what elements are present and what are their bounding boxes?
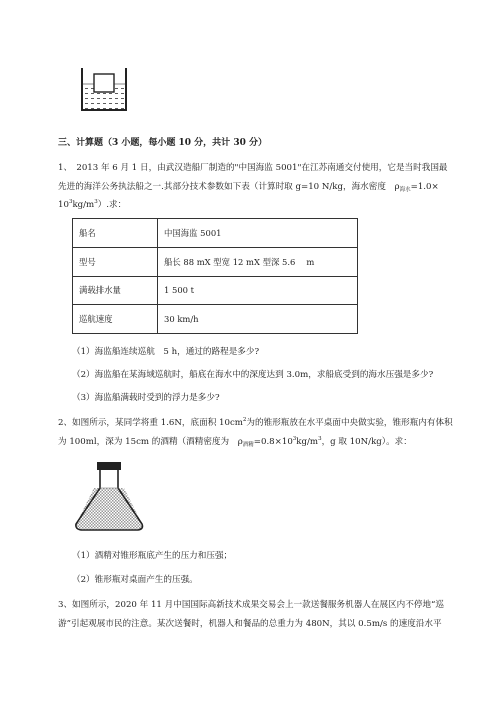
- table-value: 30 km/h: [158, 305, 358, 334]
- table-value: 1 500 t: [158, 276, 358, 305]
- table-value: 中国海监 5001: [158, 219, 358, 248]
- q1-sub2: （2）海监船在某海域巡航时，船底在海水中的深度达到 3.0m，求船底受到的海水压强是多少?: [72, 370, 434, 380]
- table-key: 型号: [73, 247, 158, 276]
- q3-line1: 3、如图所示，2020 年 11 月中国国际高新技术成果交易会上一款送餐服务机器人在展区内不停地“巡: [58, 600, 445, 610]
- section-title: 三、计算题（3 小题，每小题 10 分，共计 30 分）: [58, 138, 267, 148]
- q1-line1: 1、 2013 年 6 月 1 日，由武汉造船厂制造的"中国海监 5001"在江苏南通交付使用，它是当时我国最: [58, 163, 448, 173]
- q3-line2: 游”引起观展市民的注意。某次送餐时，机器人和餐品的总重力为 480N，其以 0.5m/s 的速度沿水平: [58, 619, 442, 629]
- q1-line2: 先进的海洋公务执法船之一.其部分技术参数如下表（计算时取 g=10 N/kg，海水密度 $\rho_{海水}=1.0\times$: [58, 182, 439, 193]
- q1-sub3: （3）海监船满载时受到的浮力是多少?: [72, 393, 220, 403]
- conical-flask-figure: [70, 458, 150, 538]
- table-row: [73, 276, 358, 305]
- table-key: 巡航速度: [73, 305, 158, 334]
- q2-line2: 为 100ml，深为 15cm 的酒精（酒精密度为 $\rho_{酒精}=0.8\times 10^3kg/m^3$，g 取 10N/kg）。求：: [58, 436, 412, 448]
- table-row: [73, 219, 358, 248]
- table-value: 船长 88 mX 型宽 12 mX 型深 5.6 m: [158, 247, 358, 276]
- q2-sub1: （1）酒精对锥形瓶底产生的压力和压强；: [72, 551, 233, 561]
- ship-spec-table: [72, 218, 358, 334]
- table-key: 船名: [73, 219, 158, 248]
- beaker-block-figure: [78, 66, 134, 114]
- table-key: 满载排水量: [73, 276, 158, 305]
- q2-sub2: （2）锥形瓶对桌面产生的压强。: [72, 575, 198, 585]
- q2-line1: 2、如图所示，某同学将重 1.6N，底面积 $10cm^2$为的锥形瓶放在水平桌面中央做实验，锥形瓶内有体积: [58, 417, 453, 428]
- table-row: [73, 247, 358, 276]
- q1-sub1: （1）海监船连续巡航 5 h，通过的路程是多少?: [72, 347, 260, 357]
- table-row: [73, 305, 358, 334]
- q1-line3: $10^3kg/m^3$）.求：: [58, 199, 127, 210]
